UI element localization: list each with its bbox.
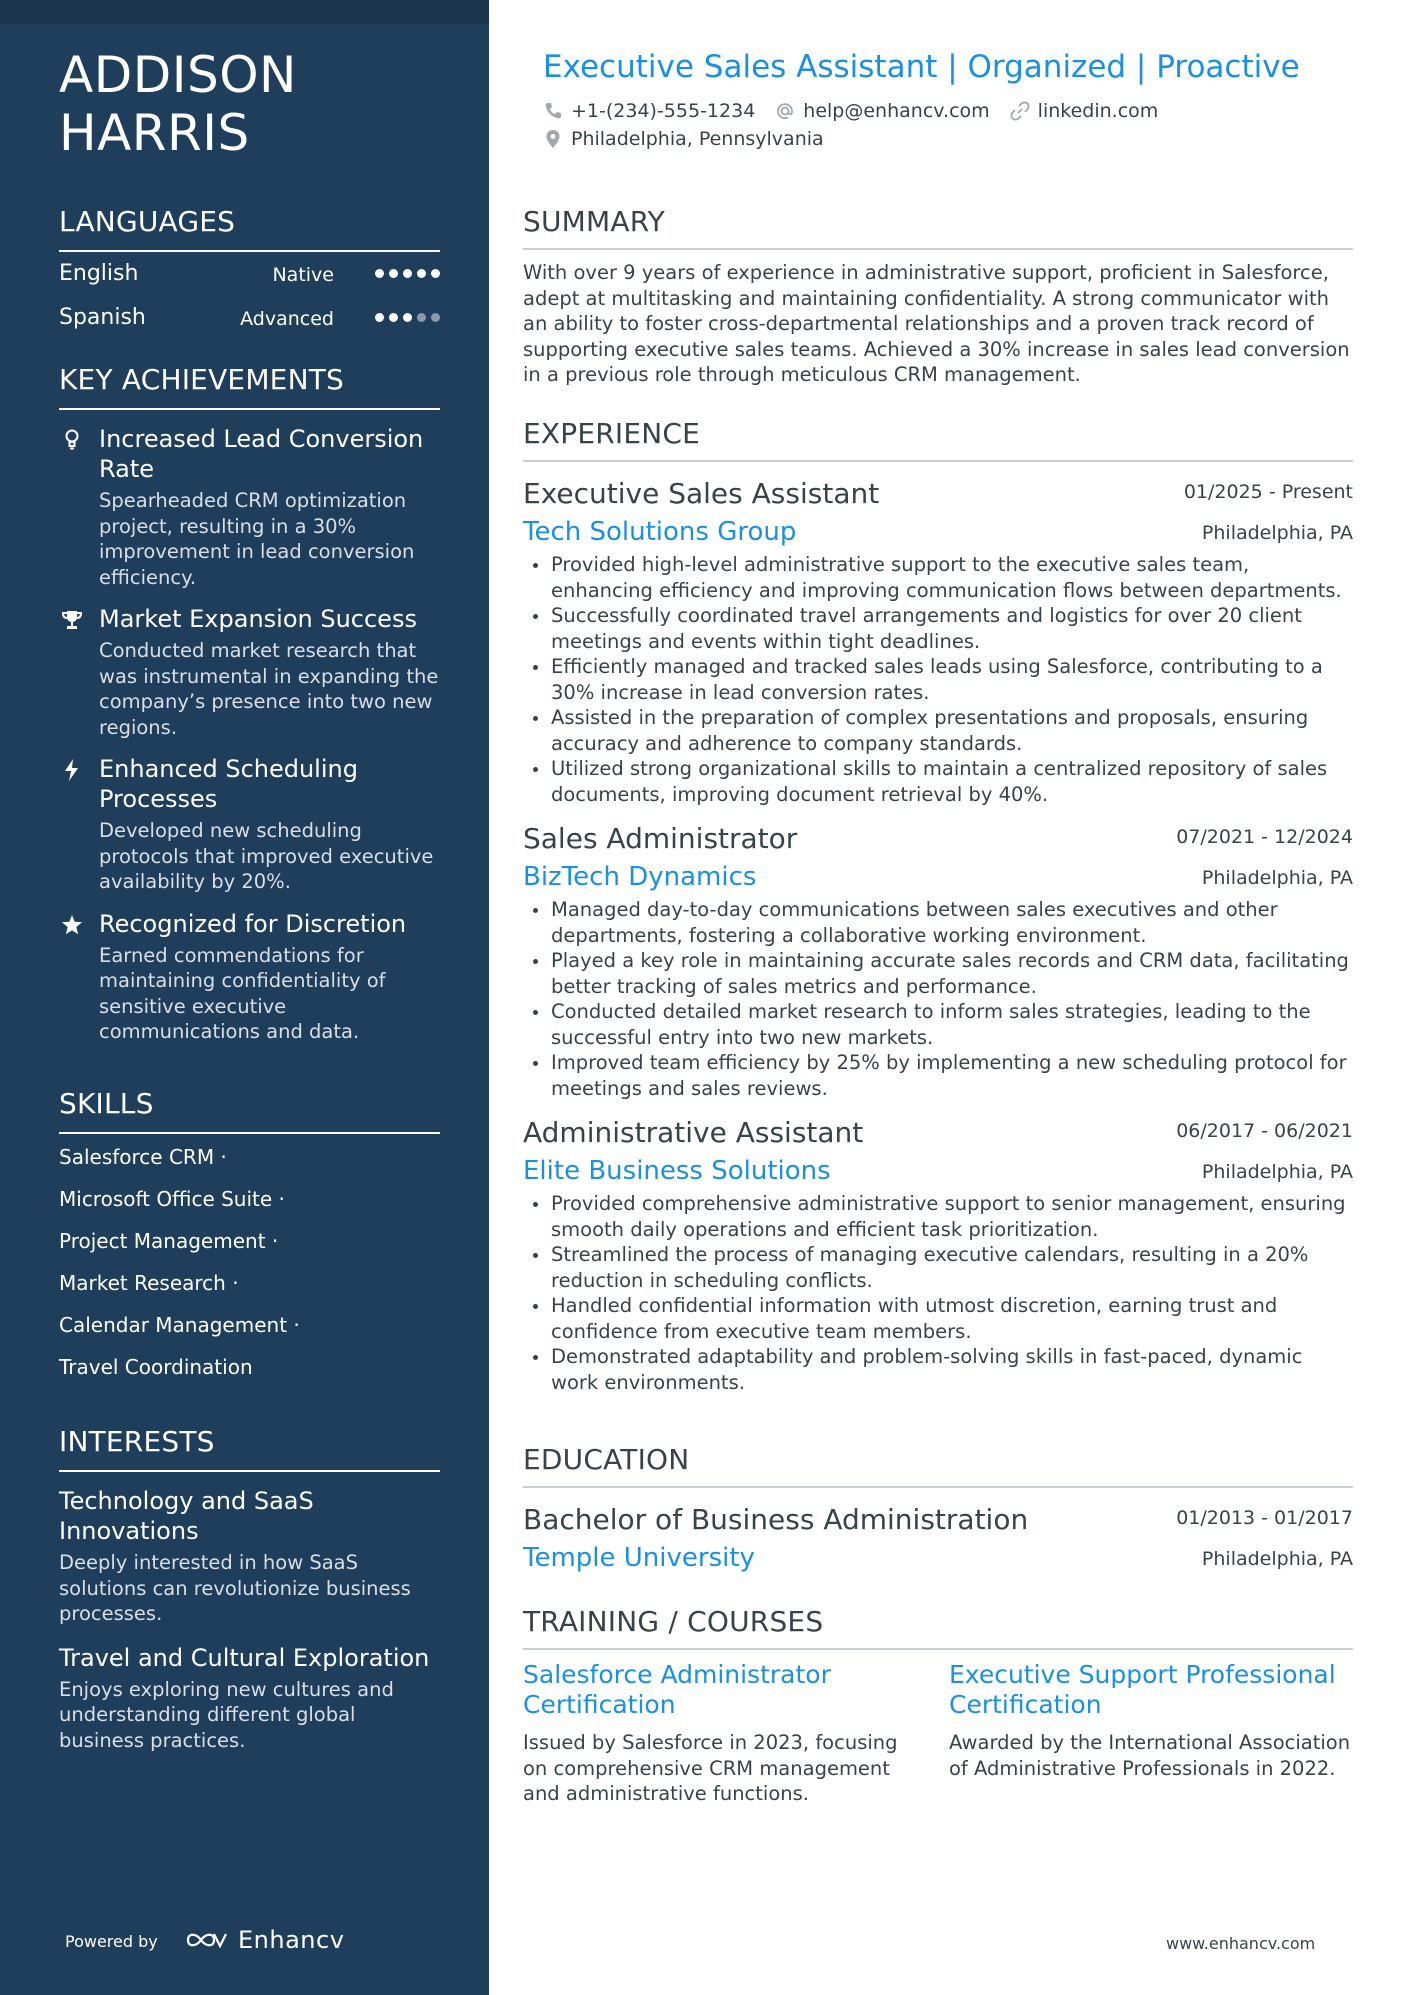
course-desc: Issued by Salesforce in 2023, focusing on comprehensive CRM management and administrative functions. bbox=[523, 1731, 898, 1805]
bullet-item: Efficiently managed and tracked sales leads using Salesforce, contributing to a 30% increase in lead conversion rates. bbox=[523, 654, 1353, 705]
trophy-icon bbox=[61, 608, 83, 632]
achievement-desc: Spearheaded CRM optimization project, resulting in a 30% improvement in lead conversion efficiency. bbox=[99, 489, 415, 589]
education-heading: EDUCATION bbox=[523, 1442, 1353, 1488]
job-title: Executive Sales Assistant bbox=[523, 477, 880, 510]
achievement-title: Market Expansion Success bbox=[99, 605, 417, 633]
sidebar bbox=[0, 0, 489, 1995]
language-level: Advanced bbox=[240, 308, 334, 330]
achievement-item bbox=[59, 604, 440, 740]
linkedin-text: linkedin.com bbox=[1037, 100, 1159, 122]
interest-item bbox=[59, 1486, 440, 1627]
education-date: 01/2013 - 01/2017 bbox=[1176, 1507, 1353, 1529]
education-entry bbox=[523, 1498, 1353, 1576]
bullet-item: Played a key role in maintaining accurate sales records and CRM data, facilitating better tracking of sales metrics and performance. bbox=[523, 948, 1353, 999]
course-item bbox=[523, 1660, 927, 1807]
training-heading: TRAINING / COURSES bbox=[523, 1604, 1353, 1650]
location-pin-icon bbox=[543, 129, 563, 149]
degree-title: Bachelor of Business Administration bbox=[523, 1503, 1029, 1536]
language-row bbox=[59, 296, 440, 340]
skill-item: Salesforce CRM · bbox=[59, 1145, 227, 1169]
contact-linkedin[interactable] bbox=[1010, 100, 1159, 122]
last-name: HARRIS bbox=[59, 104, 250, 162]
headline: Executive Sales Assistant | Organized | Proactive bbox=[543, 49, 1300, 85]
sidebar-top-bar bbox=[0, 0, 489, 24]
bullet-item: Assisted in the preparation of complex presentations and proposals, ensuring accuracy and adherence to company standards. bbox=[523, 705, 1353, 756]
course-item bbox=[949, 1660, 1353, 1807]
achievement-desc: Conducted market research that was instrumental in expanding the company’s presence into two new regions. bbox=[99, 639, 439, 739]
bullet-item: Conducted detailed market research to inform sales strategies, leading to the successful entry into two new markets. bbox=[523, 999, 1353, 1050]
contact-row bbox=[543, 100, 1178, 122]
job-title: Sales Administrator bbox=[523, 822, 798, 855]
achievement-title: Increased Lead Conversion Rate bbox=[99, 425, 424, 483]
achievements-section bbox=[59, 362, 440, 1045]
contact-email[interactable] bbox=[775, 100, 989, 122]
achievement-desc: Earned commendations for maintaining confidentiality of sensitive executive communications and data. bbox=[99, 943, 386, 1043]
proficiency-dots bbox=[375, 313, 440, 322]
language-name: English bbox=[59, 261, 139, 286]
interest-title: Technology and SaaS Innovations bbox=[59, 1487, 314, 1545]
job-bullets bbox=[523, 897, 1353, 1101]
experience-section bbox=[523, 416, 1353, 1395]
achievement-item bbox=[59, 424, 440, 590]
bullet-item: Improved team efficiency by 25% by implementing a new scheduling protocol for meetings and sales reviews. bbox=[523, 1050, 1353, 1101]
languages-heading: LANGUAGES bbox=[59, 204, 440, 252]
bullet-item: Demonstrated adaptability and problem-solving skills in fast-paced, dynamic work environments. bbox=[523, 1344, 1353, 1395]
language-level: Native bbox=[272, 264, 334, 286]
first-name: ADDISON bbox=[59, 46, 297, 104]
skills-section bbox=[59, 1086, 440, 1386]
skill-item: Microsoft Office Suite · bbox=[59, 1187, 285, 1211]
bullet-item: Managed day-to-day communications between sales executives and other departments, fostering a collaborative working environment. bbox=[523, 897, 1353, 948]
interest-item bbox=[59, 1643, 440, 1754]
summary-text: With over 9 years of experience in administrative support, proficient in Salesforce, adept at multitasking and maintaining confidentiality. A strong communicator with an ability to foster cross-departmental relationships and a proven track record of supporting executive sales teams. Achieved a 30% increase in sales lead conversion in a previous role through meticulous CRM management. bbox=[523, 261, 1350, 386]
achievement-item bbox=[59, 909, 440, 1045]
company-name: Elite Business Solutions bbox=[523, 1156, 831, 1186]
phone-text: +1-(234)-555-1234 bbox=[571, 100, 756, 122]
bullet-item: Handled confidential information with utmost discretion, earning trust and confidence from executive team members. bbox=[523, 1293, 1353, 1344]
link-icon bbox=[1010, 101, 1030, 121]
at-sign-icon bbox=[775, 101, 795, 121]
job-location: Philadelphia, PA bbox=[1201, 867, 1353, 889]
experience-heading: EXPERIENCE bbox=[523, 416, 1353, 462]
contact-phone[interactable] bbox=[543, 100, 755, 122]
email-text: help@enhancv.com bbox=[803, 100, 990, 122]
lightning-icon bbox=[61, 758, 83, 782]
skill-item: Market Research · bbox=[59, 1271, 239, 1295]
job-date: 06/2017 - 06/2021 bbox=[1176, 1120, 1353, 1142]
company-name: BizTech Dynamics bbox=[523, 862, 757, 892]
education-section bbox=[523, 1442, 1353, 1576]
achievements-heading: KEY ACHIEVEMENTS bbox=[59, 362, 440, 410]
enhancv-logo-icon bbox=[184, 1928, 230, 1952]
job-entry bbox=[523, 1111, 1353, 1395]
course-title: Salesforce Administrator Certification bbox=[523, 1660, 831, 1719]
achievement-desc: Developed new scheduling protocols that improved executive availability by 20%. bbox=[99, 819, 434, 893]
contact-location bbox=[543, 128, 824, 150]
language-row bbox=[59, 252, 440, 296]
bullet-item: Utilized strong organizational skills to maintain a centralized repository of sales documents, improving document retrieval by 40%. bbox=[523, 756, 1353, 807]
bullet-item: Successfully coordinated travel arrangements and logistics for over 20 client meetings and events within tight deadlines. bbox=[523, 603, 1353, 654]
job-entry bbox=[523, 817, 1353, 1101]
summary-section bbox=[523, 204, 1353, 388]
achievement-title: Enhanced Scheduling Processes bbox=[99, 755, 358, 813]
course-desc: Awarded by the International Association of Administrative Professionals in 2022. bbox=[949, 1731, 1351, 1780]
interest-title: Travel and Cultural Exploration bbox=[59, 1643, 430, 1672]
school-name: Temple University bbox=[523, 1543, 755, 1573]
course-title: Executive Support Professional Certification bbox=[949, 1660, 1336, 1719]
phone-icon bbox=[543, 101, 563, 121]
interests-section bbox=[59, 1424, 440, 1753]
training-section bbox=[523, 1604, 1353, 1807]
summary-heading: SUMMARY bbox=[523, 204, 1353, 250]
skill-item: Calendar Management · bbox=[59, 1313, 300, 1337]
job-date: 07/2021 - 12/2024 bbox=[1176, 826, 1353, 848]
skills-heading: SKILLS bbox=[59, 1086, 440, 1134]
job-entry bbox=[523, 472, 1353, 807]
bullet-item: Provided high-level administrative support to the executive sales team, enhancing efficiency and improving communication flows between departments. bbox=[523, 552, 1353, 603]
interests-heading: INTERESTS bbox=[59, 1424, 440, 1472]
job-bullets bbox=[523, 1191, 1353, 1395]
contact-location-row bbox=[543, 128, 844, 150]
languages-section bbox=[59, 204, 440, 340]
brand-name: Enhancv bbox=[238, 1926, 345, 1954]
education-location: Philadelphia, PA bbox=[1201, 1548, 1353, 1570]
job-location: Philadelphia, PA bbox=[1201, 522, 1353, 544]
job-date: 01/2025 - Present bbox=[1183, 481, 1353, 503]
job-title: Administrative Assistant bbox=[523, 1116, 864, 1149]
lightbulb-icon bbox=[61, 428, 83, 452]
achievement-title: Recognized for Discretion bbox=[99, 909, 407, 938]
skill-item: Travel Coordination bbox=[59, 1355, 253, 1379]
company-name: Tech Solutions Group bbox=[523, 517, 797, 547]
job-location: Philadelphia, PA bbox=[1201, 1161, 1353, 1183]
achievement-item bbox=[59, 754, 440, 895]
interest-desc: Deeply interested in how SaaS solutions can revolutionize business processes. bbox=[59, 1551, 411, 1625]
bullet-item: Provided comprehensive administrative support to senior management, ensuring smooth daily operations and efficient task prioritization. bbox=[523, 1191, 1353, 1242]
star-icon bbox=[61, 913, 83, 937]
powered-by-label: Powered by bbox=[65, 1932, 158, 1951]
proficiency-dots bbox=[375, 269, 440, 278]
candidate-name bbox=[59, 46, 297, 162]
location-text: Philadelphia, Pennsylvania bbox=[571, 128, 824, 150]
footer-website[interactable]: www.enhancv.com bbox=[1166, 1934, 1316, 1953]
interest-desc: Enjoys exploring new cultures and understanding different global business practices. bbox=[59, 1677, 394, 1752]
job-bullets bbox=[523, 552, 1353, 807]
bullet-item: Streamlined the process of managing executive calendars, resulting in a 20% reduction in scheduling conflicts. bbox=[523, 1242, 1353, 1293]
skill-item: Project Management · bbox=[59, 1229, 279, 1253]
language-name: Spanish bbox=[59, 305, 146, 330]
enhancv-brand[interactable] bbox=[184, 1926, 344, 1954]
